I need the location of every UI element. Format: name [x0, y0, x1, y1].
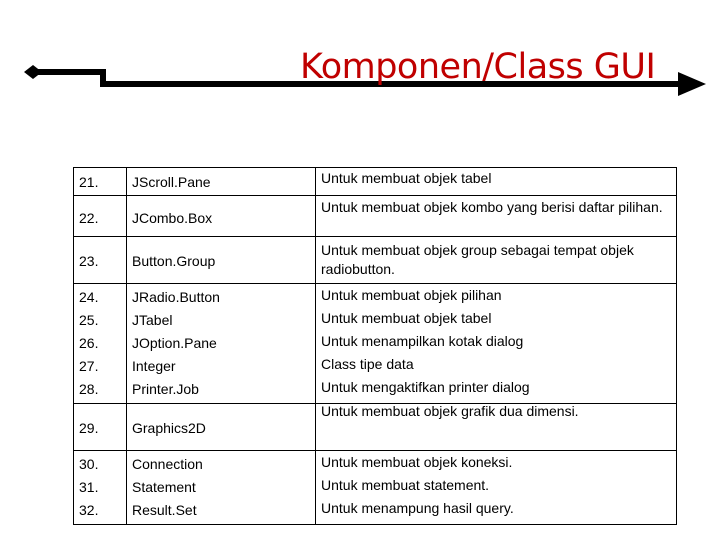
arrow-head: [678, 72, 706, 96]
row-number-cell: [74, 284, 127, 404]
row-number: 24.: [79, 289, 99, 305]
row-number-cell: [74, 196, 127, 237]
row-number-cell: [74, 168, 127, 196]
table-row: [74, 168, 677, 196]
description: Untuk membuat objek tabel: [321, 170, 492, 186]
description-cell: [316, 196, 677, 237]
class-name-cell: [127, 237, 316, 284]
table-row: [74, 196, 677, 237]
row-number-cell: [74, 237, 127, 284]
description: Untuk membuat objek group sebagai tempat objek radiobutton.: [321, 242, 634, 277]
row-number: 25.: [79, 312, 99, 328]
row-number-cell: [74, 404, 127, 451]
description-cell: [316, 237, 677, 284]
description-cell: [316, 168, 677, 196]
description: Untuk membuat objek kombo yang berisi daftar pilihan.: [321, 199, 663, 215]
description: Untuk membuat objek grafik dua dimensi.: [321, 403, 579, 419]
row-number-cell: [74, 451, 127, 525]
description: Class tipe data: [321, 356, 414, 372]
row-number: 28.: [79, 381, 99, 397]
description-cell: [316, 404, 677, 451]
class-name: JTabel: [132, 312, 173, 328]
row-number: 23.: [79, 253, 99, 269]
class-name-cell: [127, 404, 316, 451]
class-name: Connection: [132, 456, 203, 472]
description: Untuk membuat objek koneksi.: [321, 454, 513, 470]
class-name: JScroll.Pane: [132, 174, 211, 190]
table-row: [74, 451, 677, 525]
slide-title: Komponen/Class GUI: [300, 47, 656, 87]
class-name: Integer: [132, 358, 176, 374]
description-cell: [316, 451, 677, 525]
class-name-cell: [127, 284, 316, 404]
class-name-cell: [127, 451, 316, 525]
row-number: 26.: [79, 335, 99, 351]
row-number: 29.: [79, 420, 99, 436]
class-name: JOption.Pane: [132, 335, 217, 351]
description-cell: [316, 284, 677, 404]
row-number: 32.: [79, 502, 99, 518]
description: Untuk menampilkan kotak dialog: [321, 333, 524, 349]
class-name: Printer.Job: [132, 381, 199, 397]
row-number: 30.: [79, 456, 99, 472]
row-number: 27.: [79, 358, 99, 374]
class-name: Statement: [132, 479, 196, 495]
class-name: Button.Group: [132, 253, 216, 269]
table-row: [74, 404, 677, 451]
row-number: 22.: [79, 210, 99, 226]
row-number: 21.: [79, 174, 99, 190]
row-number: 31.: [79, 479, 99, 495]
class-name: JRadio.Button: [132, 289, 220, 305]
class-name: Graphics2D: [132, 420, 206, 436]
description: Untuk membuat objek pilihan: [321, 287, 502, 303]
table-row: [74, 284, 677, 404]
class-name: JCombo.Box: [132, 210, 213, 226]
table-row: [74, 237, 677, 284]
description: Untuk mengaktifkan printer dialog: [321, 379, 530, 395]
class-name-cell: [127, 168, 316, 196]
description: Untuk menampung hasil query.: [321, 500, 514, 516]
class-name: Result.Set: [132, 502, 197, 518]
class-name-cell: [127, 196, 316, 237]
description: Untuk membuat statement.: [321, 477, 490, 493]
description: Untuk membuat objek tabel: [321, 310, 492, 326]
gui-components-table: [73, 167, 677, 525]
